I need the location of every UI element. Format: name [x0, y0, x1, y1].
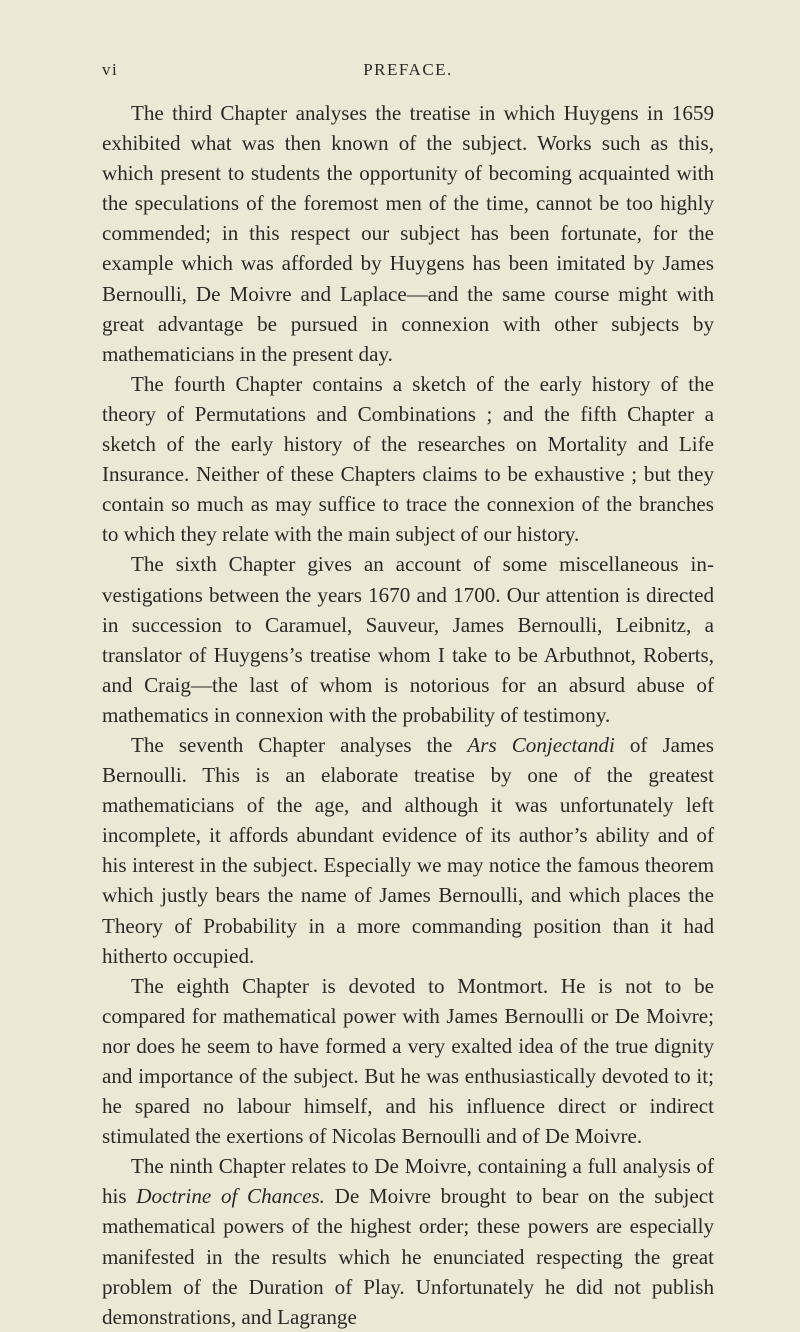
paragraph-third-chapter	[102, 98, 714, 369]
page-number: vi	[102, 60, 119, 79]
page-title: PREFACE.	[363, 60, 453, 79]
paragraph-text: The third Chapter analyses the treatise in which Huygens in 1659 exhibited what was then known of the subject. Works such as this, which present to students the opportunity of becoming acquainted with the speculations of the foremost men of the time, cannot be too highly commended; in this respect our subject has been fortunate, for the example which was afforded by Huygens has been imitated by James Bernoulli, De Moivre and Laplace—and the same course might with great advantage be pursued in connexion with other subjects by mathematicians in the present day.	[102, 101, 714, 366]
paragraph-eighth-chapter	[102, 971, 714, 1152]
paragraph-fourth-chapter	[102, 369, 714, 550]
paragraph-text: The sixth Chapter gives an account of some miscellaneous investigations between the years 1670 and 1700. Our attention is directed in succession to Caramuel, Sauveur, James Bernoulli, Leibnitz, a translator of Huygens’s treatise whom I take to be Arbuthnot, Roberts, and Craig—the last of whom is notorious for an absurd abuse of mathematics in connexion with the probability of testimony.	[102, 552, 714, 727]
book-title-italic: Ars Conjectandi	[467, 732, 615, 757]
paragraph-text: The fourth Chapter contains a sketch of the early history of the theory of Permutations and Combinations ; and the fifth Chapter a sketch of the early history of the researches on Mortality and Life Insurance. Neither of these Chapters claims to be exhaustive ; but they contain so much as may suffice to trace the connexion of the branches to which they relate with the main subject of our history.	[102, 371, 714, 547]
paragraph-text: The eighth Chapter is devoted to Montmort. He is not to be compared for mathematical power with James Bernoulli or De Moivre; nor does he seem to have formed a very exalted idea of the true dignity and importance of the subject. But he was enthusiastically devoted to it; he spared no labour himself, and his influence direct or indirect stimulated the exertions of Nicolas Bernoulli and of De Moivre.	[102, 973, 714, 1149]
paragraph-text: The ninth Chapter relates to De Moivre, containing a full analysis of his	[102, 1154, 714, 1209]
paragraph-sixth-chapter	[102, 549, 714, 730]
paragraph-text: The seventh Chapter analyses the	[131, 732, 468, 757]
paragraph-text: of James Bernoulli. This is an elaborate treatise by one of the greatest mathematicians of the age, and although it was unfortunately left incomplete, it affords abundant evidence of its author’s ability and of his interest in the subject. Especially we may notice the famous theorem which justly bears the name of James Bernoulli, and which places the Theory of Probability in a more commanding position than it had hitherto occupied.	[102, 732, 715, 968]
paragraph-text: De Moivre brought to bear on the subject mathematical powers of the highest order; these powers are especially manifested in the results which he enunciated respecting the great problem of the Duration of Play. Unfortunately he did not publish demonstrations, and Lagrange	[102, 1184, 714, 1329]
paragraph-ninth-chapter	[102, 1151, 714, 1332]
body-text	[102, 98, 714, 1332]
book-title-italic: Doctrine of Chances.	[136, 1184, 325, 1209]
running-head	[102, 60, 714, 84]
paragraph-seventh-chapter	[102, 730, 714, 971]
